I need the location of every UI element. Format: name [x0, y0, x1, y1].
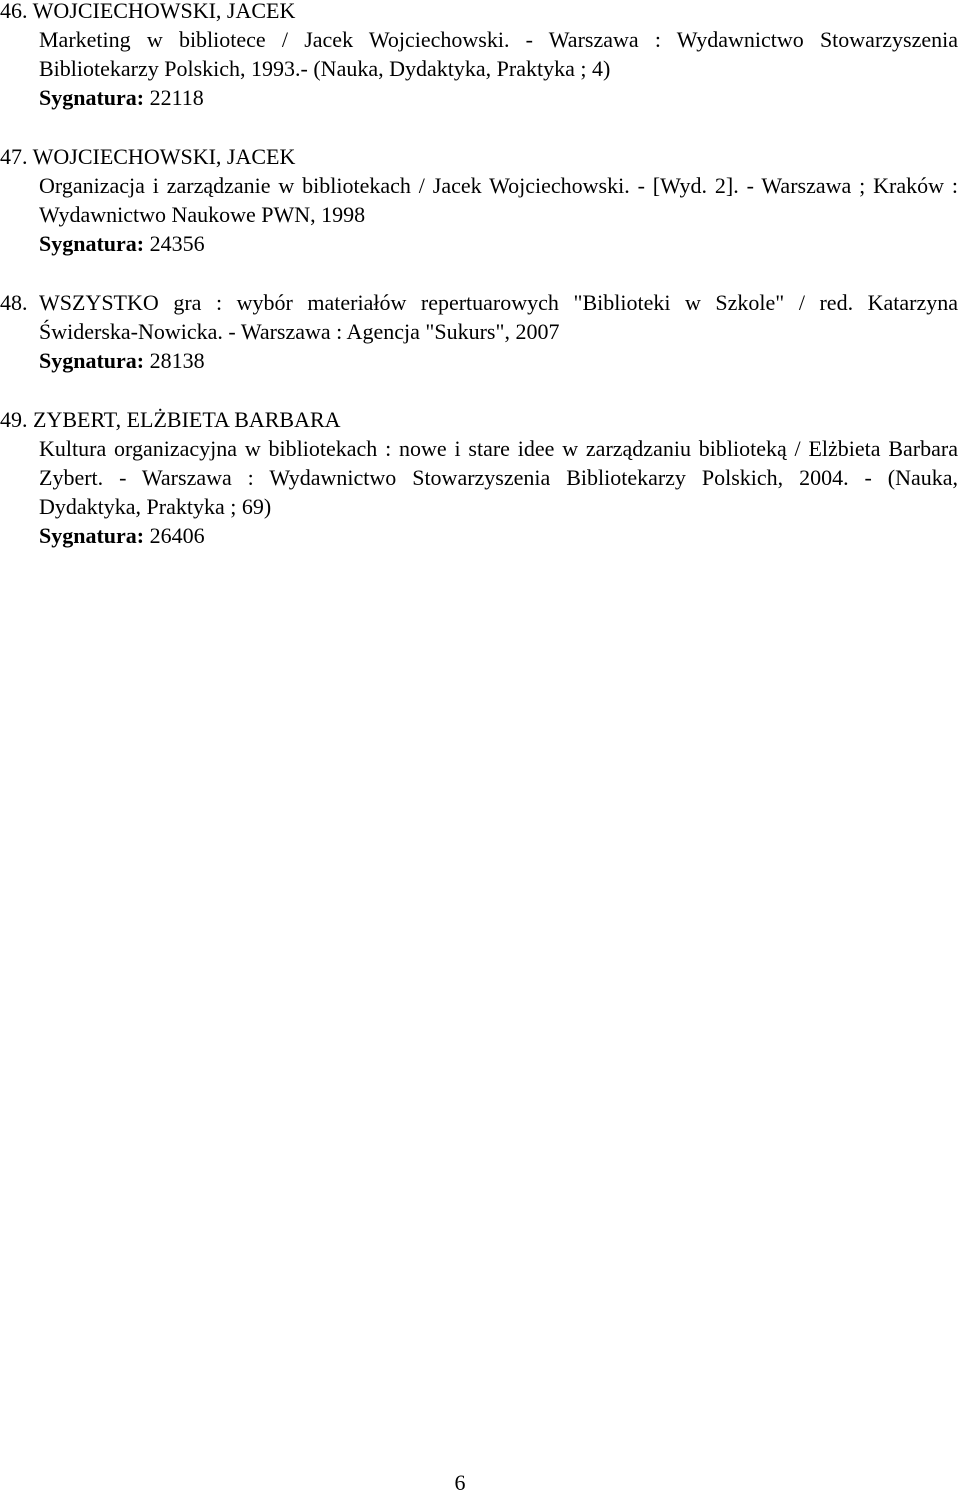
signature-value: 22118 — [149, 85, 204, 110]
signature-label: Sygnatura: — [39, 231, 145, 256]
bibliography-entry-47 — [0, 142, 958, 258]
entry-number: 49. — [0, 407, 28, 432]
signature-value: 28138 — [149, 348, 205, 373]
entry-heading — [0, 0, 958, 25]
entry-body — [39, 434, 958, 550]
page-number: 6 — [454, 1470, 466, 1495]
entry-heading — [0, 405, 958, 434]
entry-description: Marketing w bibliotece / Jacek Wojciechowski. - Warszawa : Wydawnictwo Stowarzyszenia Bibliotekarzy Polskich, 1993.- (Nauka, Dydaktyka, Praktyka ; 4) — [39, 27, 958, 81]
entry-signature-line — [39, 83, 958, 112]
entry-number: 47. — [0, 144, 28, 169]
entry-description: Organizacja i zarządzanie w bibliotekach / Jacek Wojciechowski. - [Wyd. 2]. - Warszawa ; Kraków : Wydawnictwo Naukowe PWN, 1998 — [39, 173, 958, 227]
entry-author: ZYBERT, ELŻBIETA BARBARA — [33, 407, 341, 432]
bibliography-entry-49 — [0, 405, 958, 550]
signature-label: Sygnatura: — [39, 523, 145, 548]
entry-number: 48. — [0, 290, 28, 315]
entry-description: Kultura organizacyjna w bibliotekach : nowe i stare idee w zarządzaniu biblioteką / Elżbieta Barbara Zybert. - Warszawa : Wydawnictwo Stowarzyszenia Bibliotekarzy Polskich, 2004. - (Nauka, Dydaktyka, Praktyka ; 69) — [39, 436, 958, 519]
entry-signature-line — [39, 229, 958, 258]
entry-body — [39, 288, 958, 375]
signature-label: Sygnatura: — [39, 348, 145, 373]
entry-author: WOJCIECHOWSKI, JACEK — [32, 144, 296, 169]
bibliography-entry-46 — [0, 0, 958, 112]
entry-description: WSZYSTKO gra : wybór materiałów repertuarowych "Biblioteki w Szkole" / red. Katarzyna Świderska-Nowicka. - Warszawa : Agencja "Sukurs", 2007 — [39, 290, 958, 344]
signature-label: Sygnatura: — [39, 85, 145, 110]
signature-value: 26406 — [149, 523, 205, 548]
entry-author: WOJCIECHOWSKI, JACEK — [32, 0, 296, 23]
bibliography-entry-48 — [0, 288, 958, 375]
entry-heading — [0, 288, 958, 375]
entry-signature-line — [39, 521, 958, 550]
entry-number: 46. — [0, 0, 28, 23]
entry-body — [39, 25, 958, 112]
entry-heading — [0, 142, 958, 171]
entry-body — [39, 171, 958, 258]
bibliography-list — [0, 0, 958, 580]
entry-signature-line — [39, 346, 958, 375]
signature-value: 24356 — [149, 231, 205, 256]
